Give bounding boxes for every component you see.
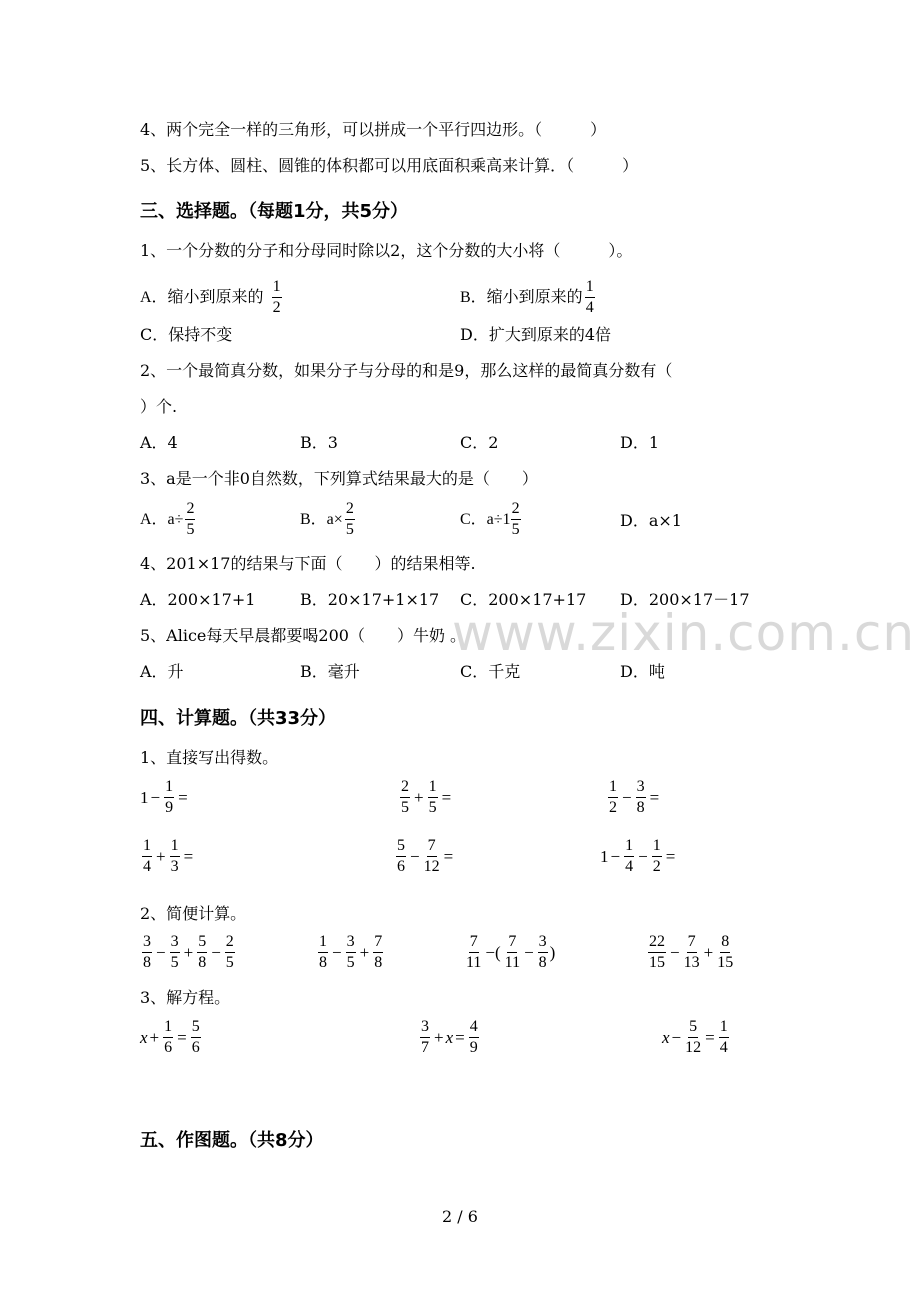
choice-q2-option-b: B．3 [300,433,338,452]
choice-q5-option-d: D．吨 [620,662,665,681]
choice-q5-option-a: A．升 [140,662,184,681]
oral-calc-6: 1 − $\frac{1}{4}$ − $\frac{1}{2}$ = [600,837,676,875]
section-3-heading: 三、选择题。（每题1分，共5分） [140,201,409,222]
fraction: $\frac{1}{2}$ [272,278,281,316]
choice-q2-stem-line2: ）个. [140,397,178,416]
choice-q2-option-d: D．1 [620,433,660,452]
watermark: www.zixin.com.cn [452,604,916,662]
simplify-calc-4: $\frac{22}{15}$ − $\frac{7}{13}$ + $\frac{8}{15}$ [649,933,734,971]
oral-calc-3: $\frac{1}{2}$ − $\frac{3}{8}$ = [609,778,660,816]
fraction: $\frac{2}{5}$ [345,500,354,538]
tf-question-4: 4、两个完全一样的三角形，可以拼成一个平行四边形。（ ） [140,120,607,139]
section-5-heading: 五、作图题。（共8分） [140,1130,324,1151]
choice-q1-option-d: D．扩大到原来的4倍 [460,325,612,344]
option-c-label: C．a÷1 [460,510,511,528]
choice-q1-option-c: C．保持不变 [140,325,233,344]
choice-q5-option-b: B．毫升 [300,662,360,681]
choice-q3-option-c [460,500,523,539]
choice-q2-option-a: A．4 [140,433,178,452]
option-a-label: A．a÷ [140,510,184,528]
oral-calc-1: 1 − $\frac{1}{9}$ = [140,778,188,816]
choice-q3-option-a [140,500,197,539]
choice-q5-option-c: C．千克 [460,662,521,681]
choice-q2-option-c: C．2 [460,433,499,452]
choice-q4-option-c: C．200×17+17 [460,590,587,609]
simplify-calc-1: $\frac{3}{8}$ − $\frac{3}{5}$ + $\frac{5}{8}$ − $\frac{2}{5}$ [143,933,234,971]
equation-3: x − $\frac{5}{12}$ = $\frac{1}{4}$ [662,1018,728,1056]
fraction: $\frac{2}{5}$ [186,500,195,538]
section-4-heading: 四、计算题。（共33分） [140,708,337,729]
option-a-label: A．缩小到原来的 [140,288,264,306]
option-b-label: B．缩小到原来的 [460,288,583,306]
oral-calc-2: $\frac{2}{5}$ + $\frac{1}{5}$ = [401,778,452,816]
calc-part-2-title: 2、简便计算。 [140,904,247,923]
choice-q4-option-a: A．200×17+1 [140,590,256,609]
choice-q3-option-d: D．a×1 [620,511,682,530]
option-b-label: B．a× [300,510,343,528]
choice-q1-stem: 1、一个分数的分子和分母同时除以2，这个分数的大小将（ ）。 [140,241,633,260]
calc-part-3-title: 3、解方程。 [140,988,231,1007]
simplify-calc-3: $\frac{7}{11}$ −( $\frac{7}{11}$ − $\frac{3}{8}$ ) [466,933,556,971]
choice-q5-stem: 5、Alice每天早晨都要喝200（ ）牛奶 。 [140,626,467,645]
choice-q4-stem: 4、201×17的结果与下面（ ）的结果相等. [140,554,476,573]
equation-2: $\frac{3}{7}$ + x = $\frac{4}{9}$ [421,1018,478,1056]
choice-q2-stem-line1: 2、一个最简真分数，如果分子与分母的和是9，那么这样的最简真分数有（ [140,361,673,380]
oral-calc-4: $\frac{1}{4}$ + $\frac{1}{3}$ = [143,837,194,875]
page-number: 2 / 6 [442,1207,478,1226]
choice-q3-option-b [300,500,357,539]
choice-q1-option-b [460,278,597,317]
choice-q4-option-b: B．20×17+1×17 [300,590,440,609]
choice-q3-stem: 3、a是一个非0自然数，下列算式结果最大的是（ ） [140,469,538,488]
equation-1: x + $\frac{1}{6}$ = $\frac{5}{6}$ [140,1018,200,1056]
fraction: $\frac{1}{4}$ [585,278,594,316]
oral-calc-5: $\frac{5}{6}$ − $\frac{7}{12}$ = [397,837,454,875]
choice-q4-option-d: D．200×17－17 [620,590,750,609]
simplify-calc-2: $\frac{1}{8}$ − $\frac{3}{5}$ + $\frac{7}{8}$ [319,933,383,971]
choice-q1-option-a [140,278,284,317]
calc-part-1-title: 1、直接写出得数。 [140,748,279,767]
tf-question-5: 5、长方体、圆柱、圆锥的体积都可以用底面积乘高来计算．（ ） [140,156,639,175]
fraction: $\frac{2}{5}$ [511,500,520,538]
